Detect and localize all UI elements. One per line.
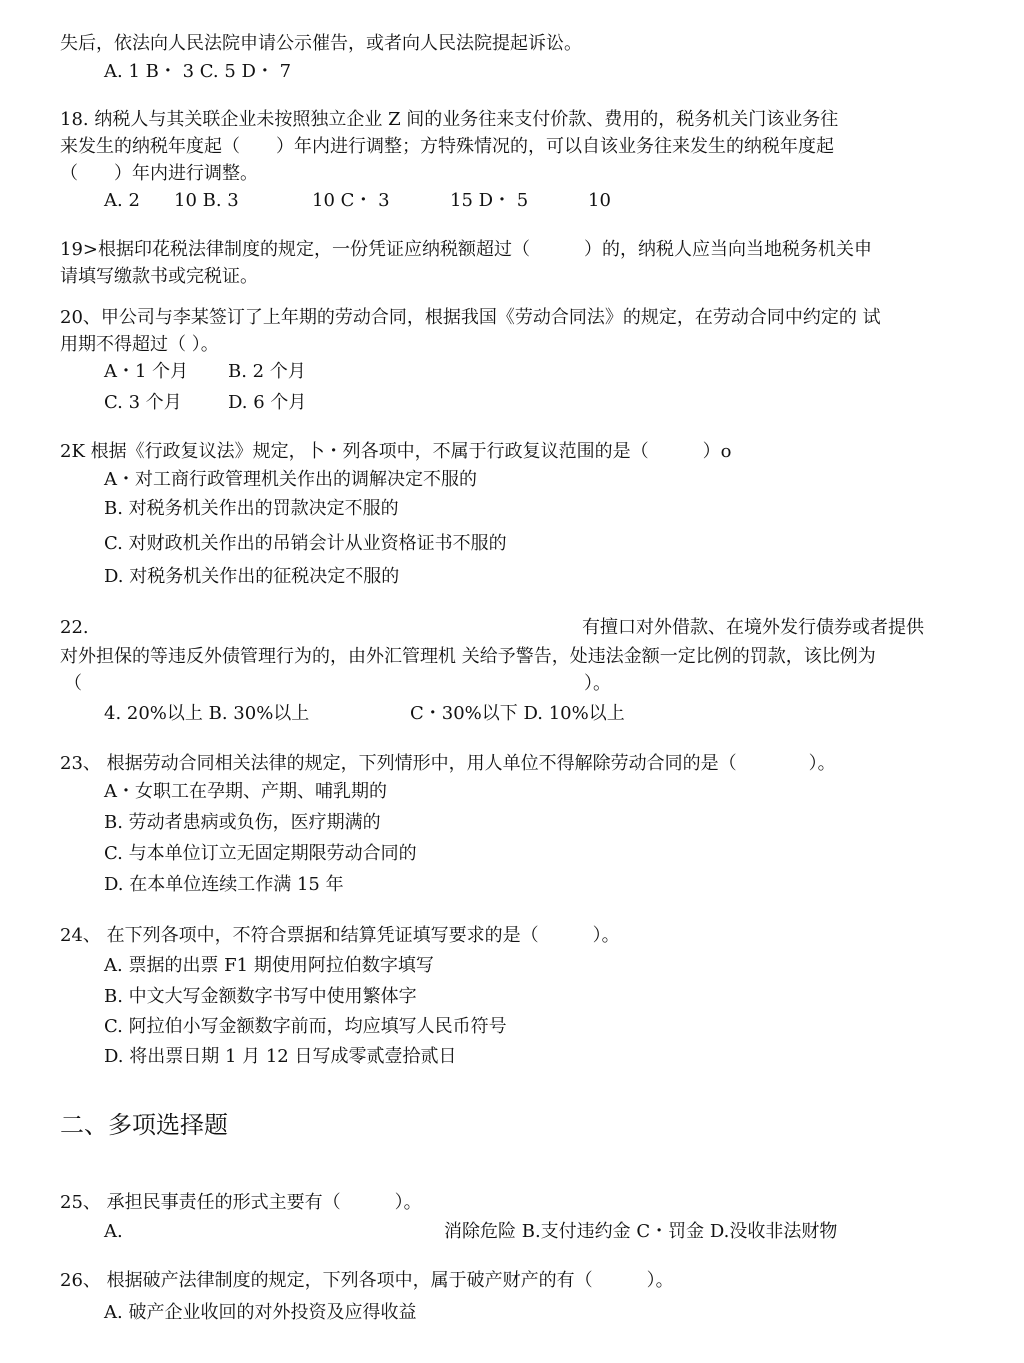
question-26-line1: 26、 根据破产法律制度的规定，下列各项中，属于破产财产的有（ ）。	[60, 1270, 674, 1291]
question-18-line1: 18. 纳税人与其关联企业未按照独立企业 Z 间的业务往来支付价款、费用的，税务机关门该业务往	[60, 109, 839, 130]
section-heading-multiple-choice: 二、多项选择题	[60, 1111, 228, 1139]
q26-option-a: A. 破产企业收回的对外投资及应得收益	[104, 1302, 417, 1323]
q22-option-cd: C・30%以下 D. 10%以上	[410, 703, 625, 724]
q21-option-a: A・对工商行政管理机关作出的调解决定不服的	[104, 469, 477, 490]
intro-options: A. 1 B・ 3 C. 5 D・ 7	[104, 61, 292, 82]
q24-option-d: D. 将出票日期 1 月 12 日写成零贰壹拾贰日	[104, 1046, 457, 1067]
question-22-paren-open: （	[64, 673, 82, 694]
q18-option-a: A. 2	[104, 190, 140, 211]
question-18	[60, 106, 965, 187]
q21-option-d: D. 对税务机关作出的征税决定不服的	[104, 566, 400, 587]
question-19	[60, 236, 965, 290]
question-22-line2: 对外担保的等违反外债管理行为的，由外汇管理机 关给予警告，处违法金额一定比例的罚款，该比例为	[60, 646, 876, 667]
q18-option-c: 10 C・ 3	[312, 190, 390, 211]
question-20-line1: 20、甲公司与李某签订了上年期的劳动合同，根据我国《劳动合同法》的规定，在劳动合同中约定的 试	[60, 307, 881, 328]
q18-option-d: 15 D・ 5	[450, 190, 529, 211]
question-18-line3: （ ）年内进行调整。	[60, 163, 258, 184]
q21-option-b: B. 对税务机关作出的罚款决定不服的	[104, 498, 399, 519]
q18-option-b: 10 B. 3	[174, 190, 239, 211]
question-22-line1: 有擅口对外借款、在境外发行债券或者提供	[582, 617, 924, 638]
question-25-line1: 25、 承担民事责任的形式主要有（ ）。	[60, 1192, 422, 1213]
q20-option-d: D. 6 个月	[228, 392, 307, 413]
question-19-line2: 请填写缴款书或完税证。	[60, 266, 258, 287]
q25-option-a: A.	[104, 1221, 123, 1242]
q23-option-d: D. 在本单位连续工作满 15 年	[104, 874, 344, 895]
question-22-number: 22.	[60, 617, 89, 638]
question-20-line2: 用期不得超过（ ）。	[60, 334, 219, 355]
q21-option-c: C. 对财政机关作出的吊销会计从业资格证书不服的	[104, 533, 507, 554]
q18-option-end: 10	[588, 190, 611, 211]
q23-option-b: B. 劳动者患病或负伤，医疗期满的	[104, 812, 381, 833]
q20-option-c: C. 3 个月	[104, 392, 182, 413]
question-21-line1: 2K 根据《行政复议法》规定，卜・列各项中，不属于行政复议范围的是（ ）o	[60, 441, 732, 462]
question-23-line1: 23、 根据劳动合同相关法律的规定，下列情形中，用人单位不得解除劳动合同的是（ ）。	[60, 753, 836, 774]
question-19-line1: 19>根据印花税法律制度的规定，一份凭证应纳税额超过（ ）的，纳税人应当向当地税务机关申	[60, 239, 872, 260]
q22-option-ab: 4. 20%以上 B. 30%以上	[104, 703, 310, 724]
q20-option-a: A・1 个月	[104, 361, 189, 382]
q24-option-b: B. 中文大写金额数字书写中使用繁体字	[104, 986, 417, 1007]
q24-option-c: C. 阿拉伯小写金额数字前而，均应填写人民币符号	[104, 1016, 507, 1037]
q20-option-b: B. 2 个月	[228, 361, 306, 382]
question-18-line2: 来发生的纳税年度起（ ）年内进行调整；方特殊情况的，可以自该业务往来发生的纳税年度起	[60, 136, 834, 157]
intro-line: 失后，依法向人民法院申请公示催告，或者向人民法院提起诉讼。	[60, 33, 582, 54]
q25-options-rest: 消除危险 B.支付违约金 C・罚金 D.没收非法财物	[444, 1221, 838, 1242]
q23-option-a: A・女职工在孕期、产期、哺乳期的	[104, 781, 387, 802]
question-20	[60, 304, 965, 358]
question-22-paren-close: ）。	[584, 673, 611, 694]
q23-option-c: C. 与本单位订立无固定期限劳动合同的	[104, 843, 417, 864]
question-24-line1: 24、 在下列各项中，不符合票据和结算凭证填写要求的是（ ）。	[60, 925, 620, 946]
q24-option-a: A. 票据的出票 F1 期使用阿拉伯数字填写	[104, 955, 434, 976]
